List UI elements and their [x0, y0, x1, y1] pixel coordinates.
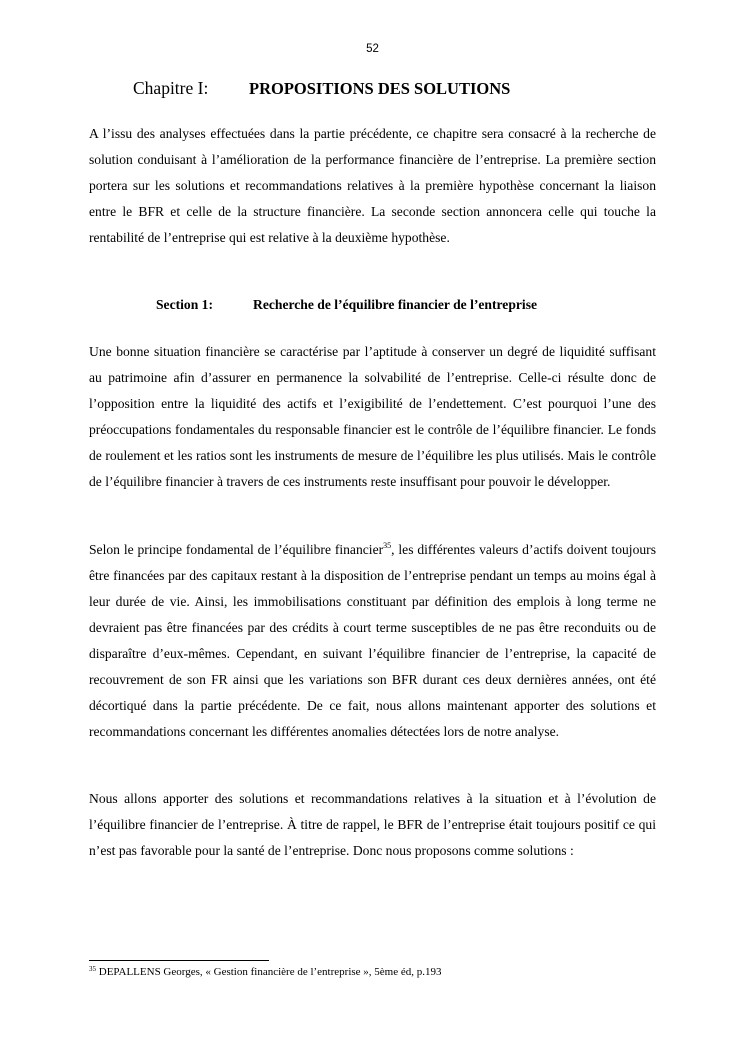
chapter-heading: [133, 78, 510, 99]
intro-paragraph: A l’issu des analyses effectuées dans la partie précédente, ce chapitre sera consacré à la recherche de solution conduisant à l’amélioration de la performance financière de l’entreprise. La première section portera sur les solutions et recommandations relatives à la première hypothèse concernant la liaison entre le BFR et celle de la structure financière. La seconde section annoncera celle qui touche la rentabilité de l’entreprise qui est relative à la deuxième hypothèse.: [89, 126, 656, 245]
paragraph-principe-start: Selon le principe fondamental de l’équilibre financier: [89, 542, 384, 557]
section-label: Section 1:: [156, 297, 214, 312]
page-number: 52: [366, 43, 379, 55]
paragraph-solutions: Nous allons apporter des solutions et recommandations relatives à la situation et à l’évolution de l’équilibre financier de l’entreprise. À titre de rappel, le BFR de l’entreprise était toujours positif ce qui n’est pas favorable pour la santé de l’entreprise. Donc nous proposons comme solutions :: [89, 791, 656, 858]
chapter-title: PROPOSITIONS DES SOLUTIONS: [249, 79, 511, 98]
paragraph-principe-rest: , les différentes valeurs d’actifs doivent toujours être financées par des capitaux restant à la disposition de l’entreprise pendant un temps au moins égal à leur durée de vie. Ainsi, les immobilisations constituant par définition des emplois à long terme ne devraient pas être financées par des crédits à court terme susceptibles de ne pas être reconduits ou de disparaître d’eux-mêmes. Cependant, en suivant l’équilibre financier de l’entreprise, la capacité de recouvrement de son FR ainsi que les variations son BFR durant ces deux dernières années, ont été décortiqué dans la partie précédente. De ce fait, nous allons maintenant apporter des solutions et recommandations concernant les différentes anomalies détectées lors de notre analyse.: [89, 542, 656, 739]
footnote-number: 35: [89, 965, 96, 973]
paragraph-principe: [89, 537, 656, 745]
footnote: [89, 966, 442, 978]
footnote-text: DEPALLENS Georges, « Gestion financière de l’entreprise », 5ème éd, p.193: [98, 966, 442, 978]
footnote-divider: [89, 960, 269, 961]
section-heading: [156, 297, 537, 313]
footnote-reference[interactable]: 35: [383, 541, 392, 550]
section-title: Recherche de l’équilibre financier de l’entreprise: [253, 297, 538, 312]
paragraph-equilibre: Une bonne situation financière se caractérise par l’aptitude à conserver un degré de liquidité suffisant au patrimoine afin d’assurer en permanence la solvabilité de l’entreprise. Celle-ci résulte donc de l’opposition entre la liquidité des actifs et l’exigibilité de l’endettement. C’est pourquoi l’une des préoccupations fondamentales du responsable financier est le contrôle de l’équilibre financier. Le fonds de roulement et les ratios sont les instruments de mesure de l’équilibre les plus utilisés. Mais le contrôle de l’équilibre financier à travers de ces instruments reste insuffisant pour pouvoir le développer.: [89, 344, 656, 489]
chapter-label: Chapitre I:: [133, 78, 209, 98]
